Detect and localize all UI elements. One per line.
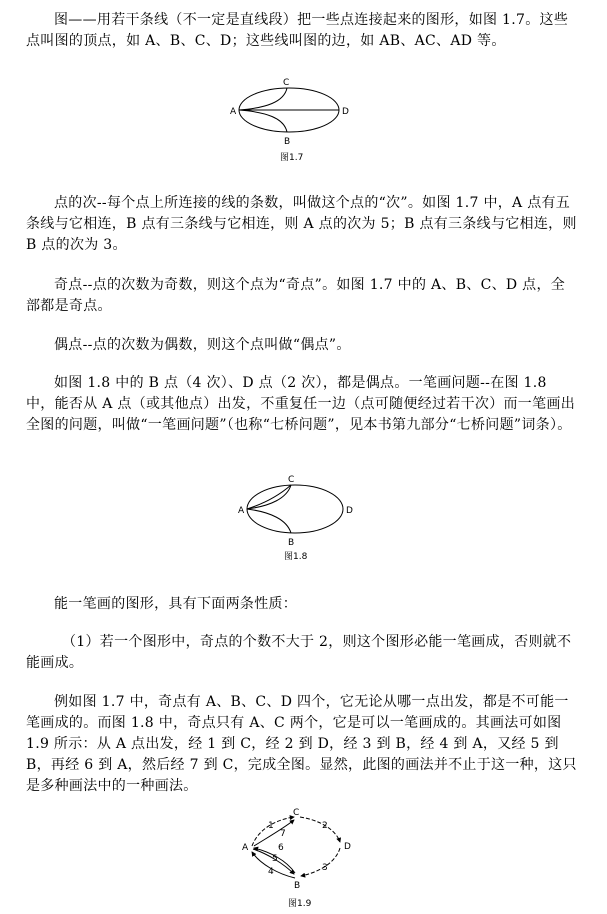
figure-1-9 [238, 808, 358, 912]
fig19-caption: 图1.9 [288, 899, 312, 909]
fig18-label-b: B [288, 538, 295, 548]
paragraph-one-stroke-problem: 如图 1.8 中的 B 点（4 次）、D 点（2 次），都是偶点。一笔画问题--在图 1.8 中，能否从 A 点（或其他点）出发，不重复任一边（点可随便经过若干次）而一笔画出全图的问题，叫做“一笔画问题”（也称“七桥问题”，见本书第九部分“七桥问题”词条）。 [26, 375, 576, 433]
fig18-label-c: C [288, 475, 295, 485]
paragraph-even-vertex: 偶点--点的次数为偶数，则这个点叫做“偶点”。 [54, 337, 351, 353]
fig19-edge-2: 2 [322, 821, 328, 831]
paragraph-property-one: （1）若一个图形中，奇点的个数不大于 2，则这个图形必能一笔画成，否则就不能画成。 [26, 634, 572, 671]
fig17-label-c: C [283, 78, 290, 88]
fig17-caption: 图1.7 [280, 153, 304, 163]
fig19-edge-6: 6 [278, 843, 284, 853]
paragraph-graph-definition: 图——用若干条线（不一定是直线段）把一些点连接起来的图形，如图 1.7。这些点叫图的顶点，如 A、B、C、D；这些线叫图的边，如 AB、AC、AD 等。 [26, 12, 569, 49]
fig19-edge-5: 5 [272, 854, 278, 864]
paragraph-example: 例如图 1.7 中，奇点有 A、B、C、D 四个，它无论从哪一点出发，都是不可能一笔画成的。而图 1.8 中，奇点只有 A、C 两个，它是可以一笔画成的。其画法可如图 1.9 所示：从 A 点出发，经 1 到 C，经 2 到 D，经 3 到 B，经 4 到 A，又经 5 到 B，再经 6 到 A，然后经 7 到 C，完成全图。显然，此图的画法并不止于这一种，这只是多种画法中的一种画法。 [26, 694, 577, 794]
fig19-edge-7: 7 [280, 829, 286, 839]
fig19-label-a: A [242, 843, 249, 853]
paragraph-vertex-degree: 点的次--每个点上所连接的线的条数，叫做这个点的“次”。如图 1.7 中，A 点有五条线与它相连，B 点有三条线与它相连，则 A 点的次为 5；B 点有三条线与它相连，则 B 点的次为 3。 [26, 195, 577, 253]
figure-1-8 [235, 474, 360, 566]
fig17-label-b: B [284, 137, 291, 147]
paragraph-properties-intro: 能一笔画的图形，具有下面两条性质： [54, 596, 298, 612]
fig17-label-a: A [230, 107, 237, 117]
fig18-caption: 图1.8 [284, 552, 308, 562]
fig19-label-d: D [344, 842, 351, 852]
fig19-edge-1: 1 [268, 821, 274, 831]
fig18-label-a: A [238, 506, 245, 516]
fig17-label-d: D [342, 107, 349, 117]
fig19-label-b: B [294, 881, 301, 891]
fig19-label-c: C [293, 808, 300, 818]
fig19-edge-4: 4 [268, 867, 274, 877]
figure-1-7 [228, 72, 358, 172]
fig19-edge-3: 3 [322, 863, 328, 873]
fig18-label-d: D [346, 506, 353, 516]
paragraph-odd-vertex: 奇点--点的次数为奇数，则这个点为“奇点”。如图 1.7 中的 A、B、C、D 点，全部都是奇点。 [26, 277, 566, 314]
